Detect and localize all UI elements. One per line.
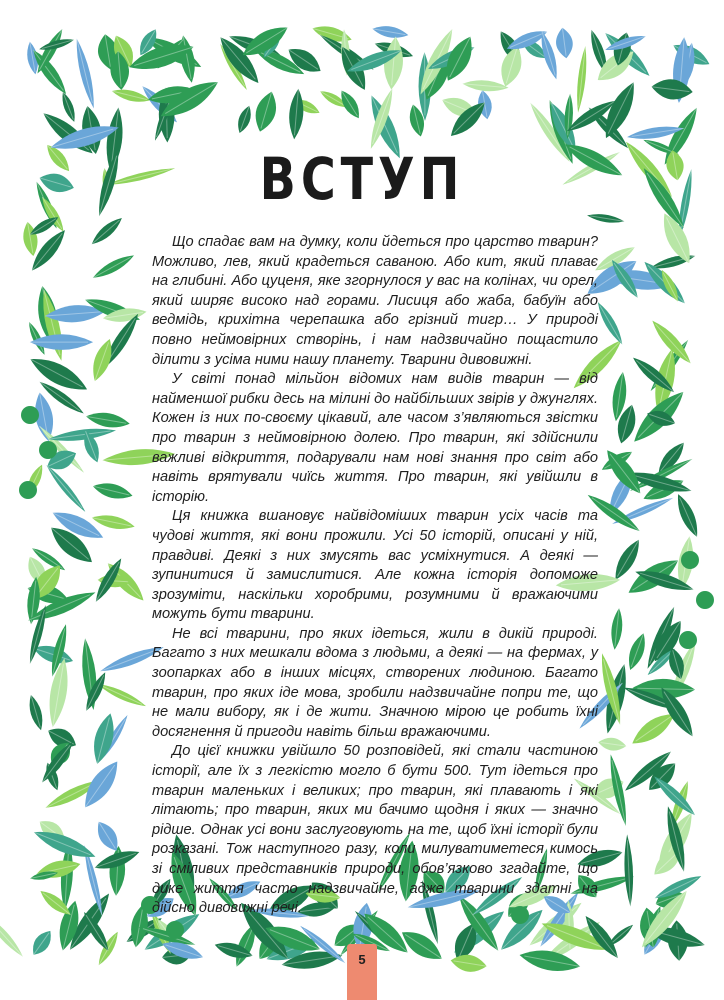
page-number: 5 <box>358 952 366 967</box>
page-number-tab <box>347 944 377 1000</box>
leaf-icon <box>574 45 589 113</box>
leaf-icon <box>45 657 72 729</box>
paragraph: У світі понад мільйон відомих нам видів тварин — від найменшої рибки десь на мілині до найбільших звірів у джунглях. Кожен із них по-своєму цікавий, але часом з’являються звістки про тварин з неймовірною долею. Про тварин, які здійснили важливі відкриття, подарували нам нові знання про світ або навіть врятували чиїсь життя. Про тварин, які увійшли в історію. <box>152 371 598 505</box>
leaf-icon <box>586 212 625 225</box>
leaf-icon <box>26 693 46 731</box>
paragraph: Ця книжка вшановує найвідоміших тварин усіх часів та чудові життя, які вони прожили. Усі 50 історій, описані у ній, правдиві. Деякі з них змусять вас усміхнутися. А деякі — зупинитися й замислитися. Але кожна історія допоможе зрозуміти, наскільки хоробрими, розумними й вражаючими можуть бути тварини. <box>152 508 598 623</box>
berry-icon <box>679 631 697 649</box>
leaf-icon <box>672 492 702 540</box>
leaf-icon <box>251 89 281 134</box>
leaf-icon <box>597 736 627 752</box>
leaf-icon <box>462 78 509 93</box>
paragraph: До цієї книжки увійшло 50 розповідей, які стали частиною історії, але їх з легкістю могло б бути 500. Тут ідеться про тварин маленьких і великих; про тварин, які плавають і які літають; про тварин, яких ми бачимо щодня і яких — значно рідше. Однак усі вони заслуговують на те, щоб їхні історії були розказані. Тож наступного разу, коли милуватиметеся кимось зі сміливих представників природи, обов’язково згадайте, що дике життя часто надзвичайне, адже тварини здатні на дійсно дивовижні речі. <box>152 743 598 917</box>
leaf-icon <box>85 410 131 431</box>
berry-icon <box>681 551 699 569</box>
leaf-icon <box>624 631 650 672</box>
berry-icon <box>39 441 57 459</box>
leaf-icon <box>91 512 136 533</box>
paragraph: Що спадає вам на думку, коли йдеться про царство тварин? Можливо, лев, який крадеться саваною. Або кит, який плаває на глибині. Або цуценя, яке згорнулося у вас на колінах, чи орел, який ширяє високо над горами. Лисиця або жаба, бабуїн або ведмідь, крихітна черепашка або грізний тигр… У природі повно неймовірних створінь, і нам надзвичайно пощастило ділити з усіма ними нашу планету. Тварини дивовижні. <box>152 234 598 368</box>
leaf-icon <box>72 37 98 109</box>
page-title: ВСТУП <box>259 145 465 213</box>
leaf-icon <box>287 88 305 140</box>
leaf-icon <box>59 90 79 123</box>
berry-icon <box>21 406 39 424</box>
leaf-icon <box>609 608 624 651</box>
paragraph: Не всі тварини, про яких ідеться, жили в дикій природі. Багато з них мешкали вдома з людьми, а деякі — на фермах, у зоопарках або в інших місцях, створених людиною. Багато тварин, про яких іде мова, зробили надзвичайне попри те, що не мали вибору, як і де жити. Значною мірою це робить їхні досягнення й пригоди навіть більш вражаючими. <box>152 625 598 740</box>
leaf-icon <box>90 251 136 282</box>
berry-icon <box>696 591 714 609</box>
leaf-icon <box>518 946 582 976</box>
leaf-icon <box>594 300 627 347</box>
leaf-icon <box>234 104 254 135</box>
intro-text <box>152 233 598 919</box>
leaf-icon <box>371 23 409 40</box>
leaf-icon <box>554 27 574 60</box>
leaf-icon <box>449 952 488 974</box>
leaf-icon <box>623 834 635 907</box>
leaf-icon <box>91 479 134 502</box>
leaf-icon <box>284 42 326 78</box>
berry-icon <box>19 481 37 499</box>
berry-icon <box>166 921 184 939</box>
leaf-icon <box>0 912 26 959</box>
leaf-icon <box>96 680 148 710</box>
leaf-icon <box>28 927 57 959</box>
leaf-icon <box>88 214 125 248</box>
